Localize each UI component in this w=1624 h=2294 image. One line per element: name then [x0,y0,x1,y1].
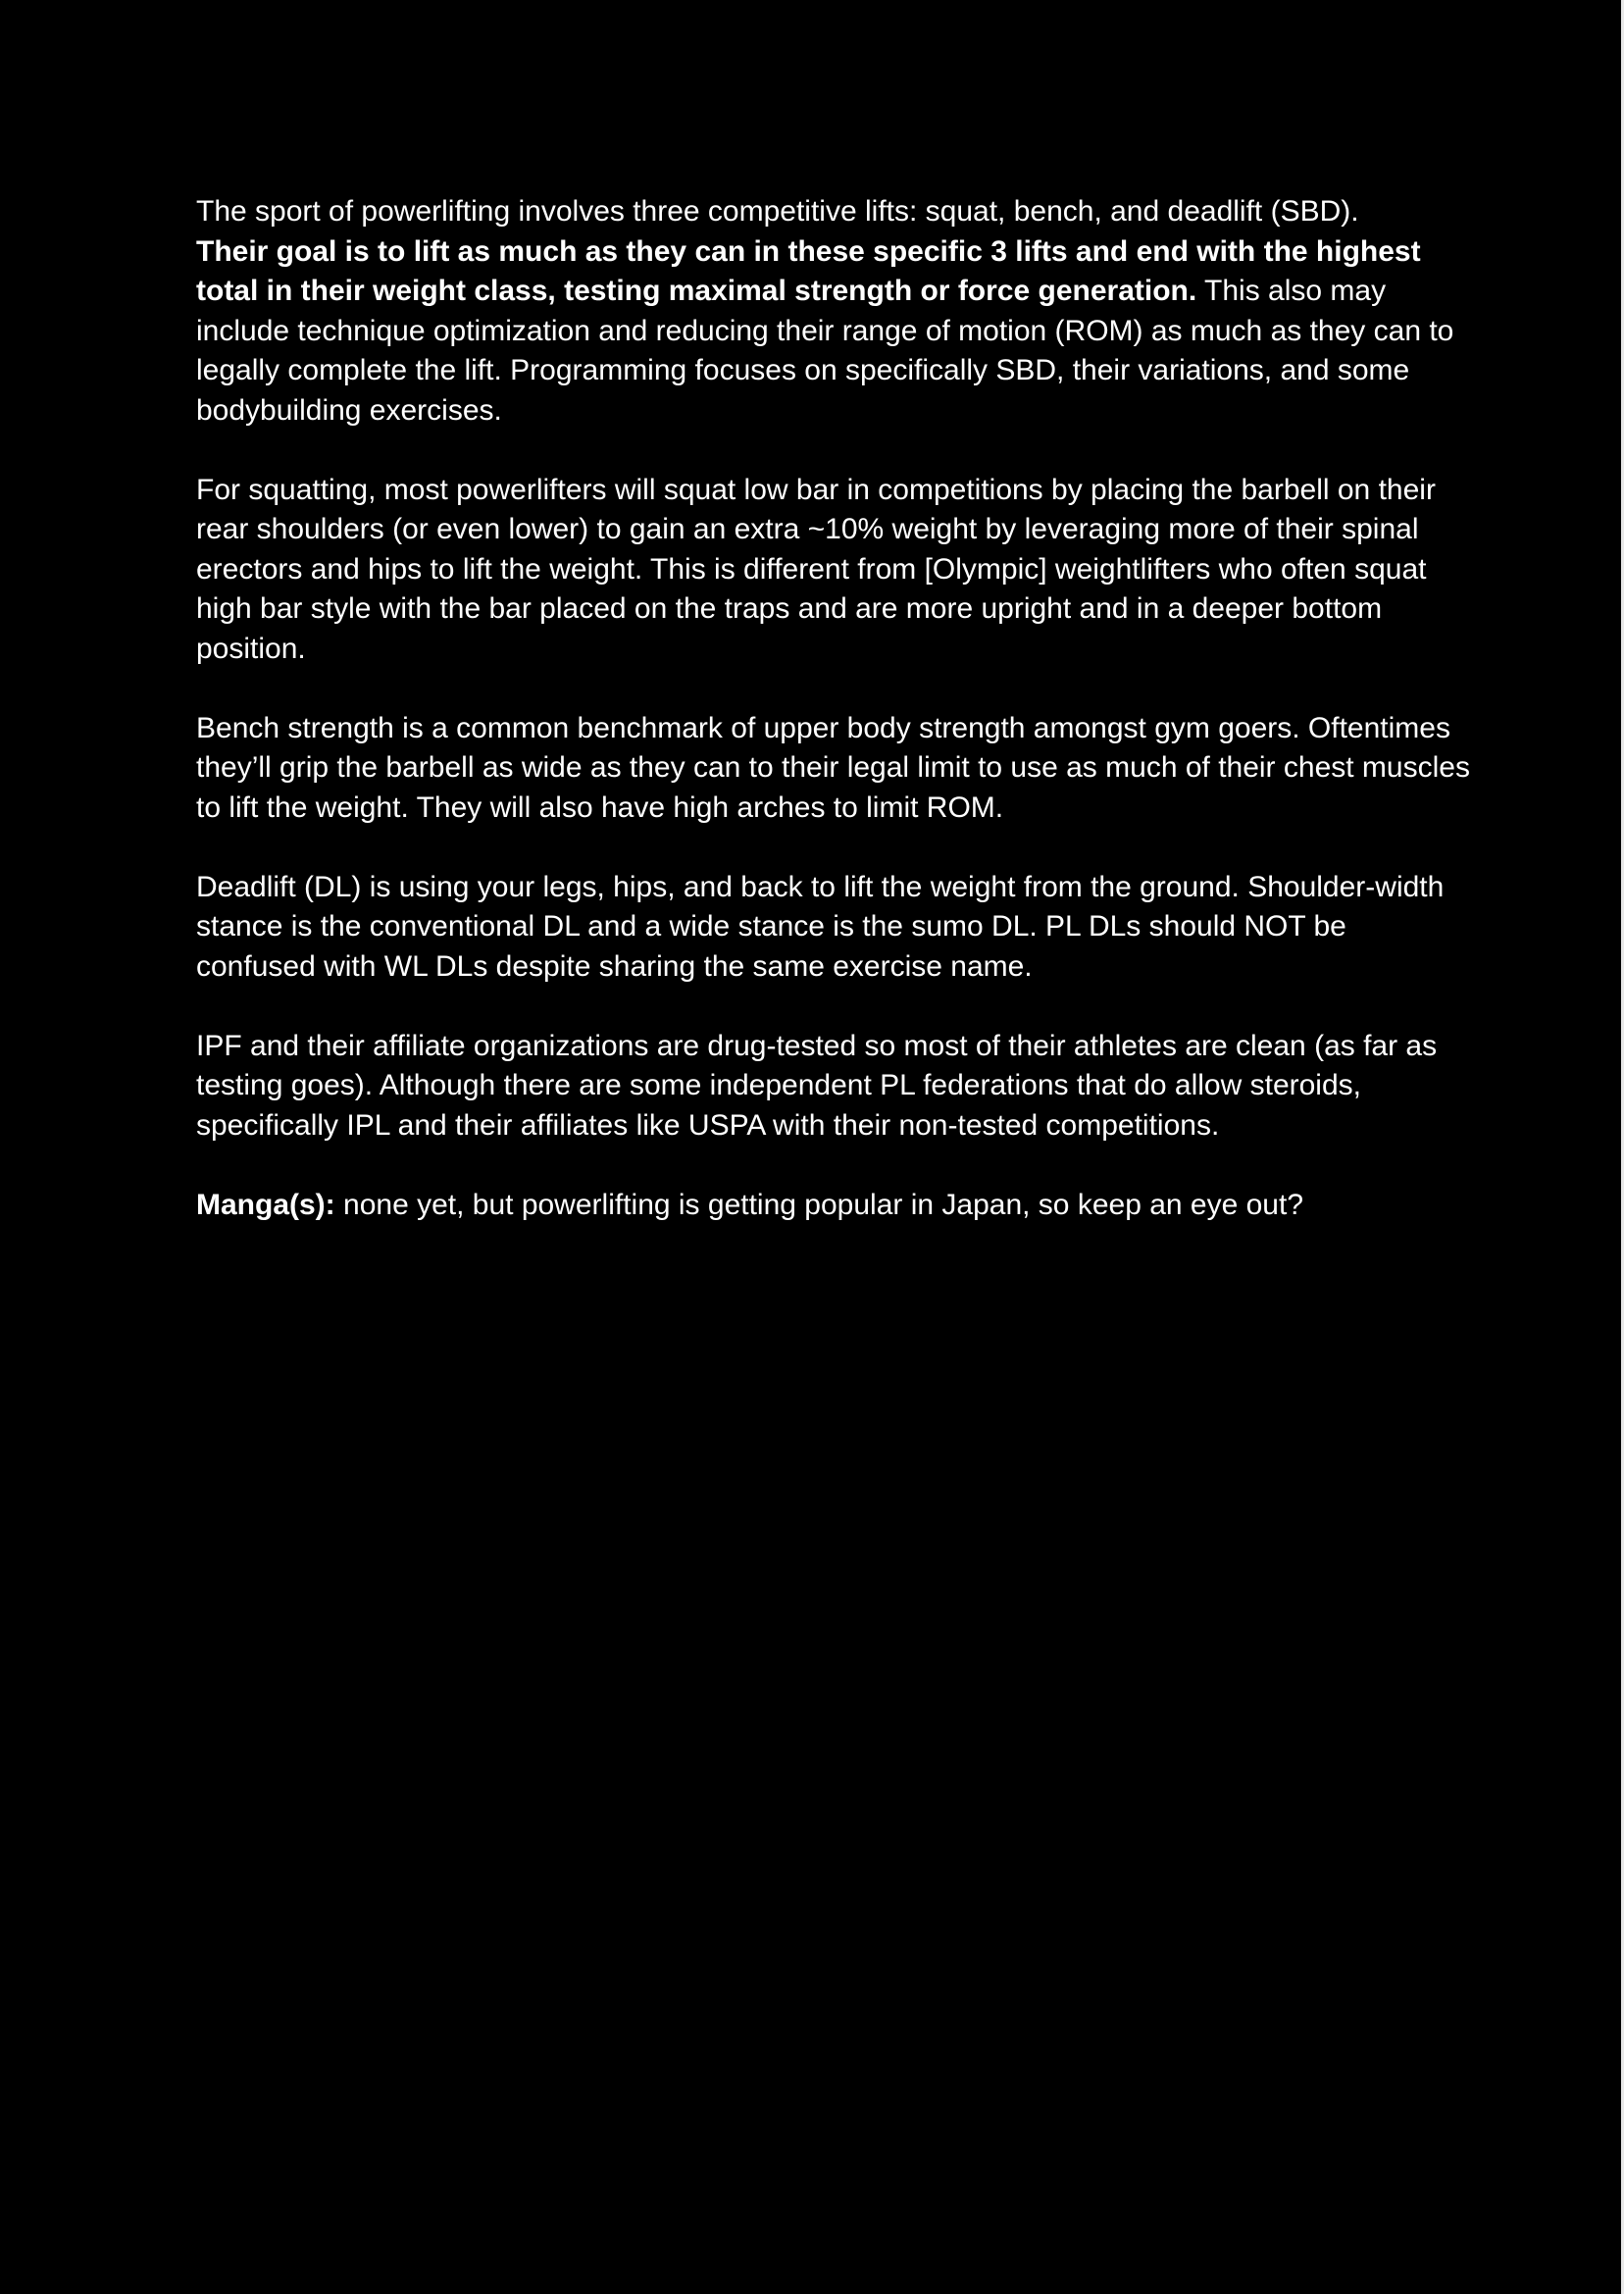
paragraph-intro [196,192,1471,431]
paragraph-deadlift: Deadlift (DL) is using your legs, hips, and back to lift the weight from the ground. Shoulder-width stance is the conventional DL and a wide stance is the sumo DL. PL DLs should NOT be confused with WL DLs despite sharing the same exercise name. [196,870,1445,983]
paragraph-squat: For squatting, most powerlifters will squat low bar in competitions by placing the barbell on their rear shoulders (or even lower) to gain an extra ~10% weight by leveraging more of their spinal erectors and hips to lift the weight. This is different from [Olympic] weightlifters who often squat high bar style with the bar placed on the traps and are more upright and in a deeper bottom position. [196,473,1436,665]
paragraph-federations: IPF and their affiliate organizations are drug-tested so most of their athletes are clean (as far as testing goes). Although there are some independent PL federations that do allow steroids, specifically IPL and their affiliates like USPA with their non-tested competitions. [196,1029,1438,1142]
document-body [196,192,1471,1265]
paragraph-manga [196,1186,1471,1226]
manga-label: Manga(s): [196,1188,335,1221]
intro-rest: This also may include technique optimization and reducing their range of motion (ROM) as much as they can to legally complete the lift. Programming focuses on specifically SBD, their variations, and some bodybuilding exercises. [196,275,1454,427]
goal-sentence-bold: Their goal is to lift as much as they can in these specific 3 lifts and end with the highest total in their weight class, testing maximal strength or force generation. [196,234,1421,307]
paragraph-bench: Bench strength is a common benchmark of upper body strength amongst gym goers. Oftentimes they’ll grip the barbell as wide as they can to their legal limit to use as much of their chest muscles to lift the weight. They will also have high arches to limit ROM. [196,711,1470,824]
intro-sentence: The sport of powerlifting involves three competitive lifts: squat, bench, and deadlift (SBD). [196,195,1359,228]
manga-text: none yet, but powerlifting is getting popular in Japan, so keep an eye out? [343,1188,1304,1221]
